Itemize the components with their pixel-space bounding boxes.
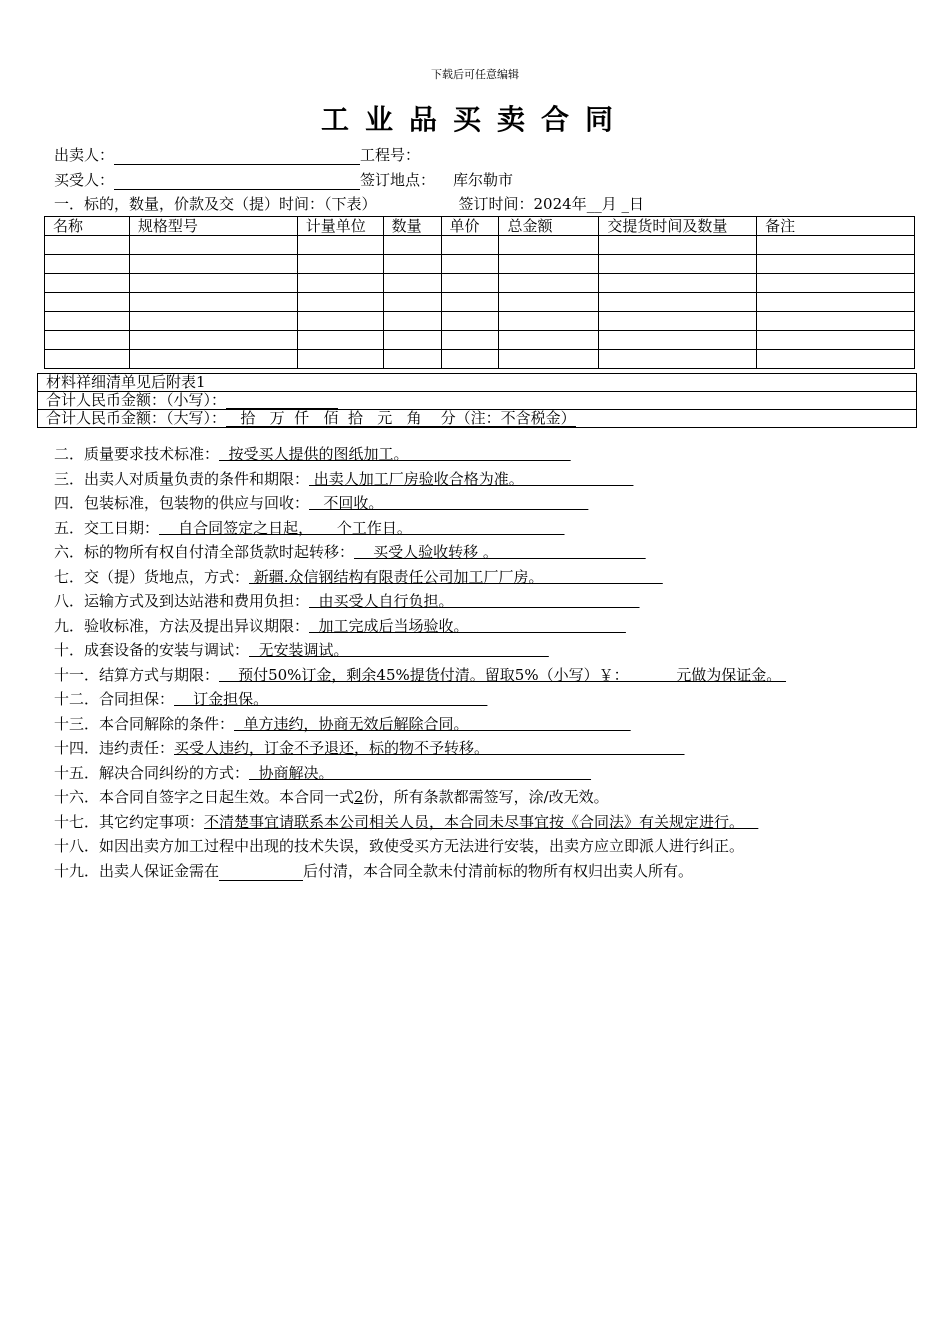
table-cell[interactable]: [297, 331, 383, 350]
col-name: 名称: [45, 217, 130, 236]
table-cell[interactable]: [383, 236, 441, 255]
clause-label: 六．标的物所有权自付清全部货款时起转移：: [54, 543, 355, 561]
clause-row: [54, 640, 786, 665]
clause-row: [54, 714, 786, 739]
clause-row: [54, 469, 786, 494]
table-cell[interactable]: [129, 331, 297, 350]
table-cell[interactable]: [383, 331, 441, 350]
table-cell[interactable]: [499, 312, 599, 331]
top-note: 下载后可任意编辑: [431, 68, 519, 81]
clause-label: 七．交（提）货地点，方式：: [54, 567, 250, 586]
buyer-field[interactable]: [114, 173, 360, 190]
clause-label: 十．成套设备的安装与调试：: [54, 641, 250, 659]
clause-label: 三．出卖人对质量负责的条件和期限：: [54, 469, 310, 488]
clause-value: 新疆.众信钢结构有限责任公司加工厂厂房。: [249, 567, 663, 586]
clause-label: 十八．如因出卖方加工过程中出现的技术失误，致使受买方无法进行安装，出卖方应立即派人进行纠正。: [54, 837, 745, 855]
table-cell[interactable]: [129, 312, 297, 331]
contract-title: 工业品买卖合同: [320, 103, 629, 136]
table-cell[interactable]: [757, 293, 915, 312]
clause-value: 加工完成后当场验收。: [309, 616, 626, 635]
goods-table: [44, 216, 915, 369]
table-cell[interactable]: [441, 350, 499, 369]
table-row: [45, 312, 915, 331]
table-cell[interactable]: [297, 255, 383, 274]
table-cell[interactable]: [599, 312, 757, 331]
clause-label: 十三．本合同解除的条件：: [54, 714, 235, 733]
clause-value: 协商解决。: [249, 763, 592, 782]
amount-summary: [37, 373, 917, 428]
clause-row: [54, 567, 786, 592]
table-cell[interactable]: [599, 350, 757, 369]
clause-label: 十五．解决合同纠纷的方式：: [54, 763, 250, 782]
total-small-field[interactable]: [226, 393, 338, 409]
buyer-label: 买受人：: [54, 171, 115, 189]
table-cell[interactable]: [45, 312, 130, 331]
clause-value: 订金担保。: [174, 690, 488, 708]
clause-blank-field[interactable]: [219, 864, 303, 881]
table-cell[interactable]: [297, 312, 383, 331]
seller-label: 出卖人：: [54, 146, 115, 164]
clause-row: [54, 518, 786, 543]
contract-clauses: [54, 444, 786, 885]
total-small-label: 合计人民币金额：（小写）：: [46, 391, 227, 409]
clause-row: [54, 542, 786, 567]
clause-row: [54, 444, 786, 469]
table-row: [45, 236, 915, 255]
clause-value: 买受人违约，订金不予退还，标的物不予转移。: [174, 739, 685, 757]
col-qty: 数量: [383, 217, 441, 236]
seller-row: [54, 145, 420, 165]
sign-time: 签订时间：2024年__月 _日: [458, 195, 644, 213]
table-cell[interactable]: [757, 274, 915, 293]
clause-row: [54, 787, 786, 812]
table-cell[interactable]: [599, 236, 757, 255]
clause-row: [54, 861, 786, 886]
clause-value: 无安装调试。: [249, 641, 549, 659]
total-small-row: [38, 391, 916, 409]
table-cell[interactable]: [129, 274, 297, 293]
total-big-value: 拾 万 仟 佰 拾 元 角 分（注：不含税金）: [226, 409, 576, 427]
clause-value: 预付50%订金，剩余45%提货付清。留取5%（小写）￥： 元做为保证金。: [219, 665, 787, 684]
clause-value: 2: [354, 788, 364, 806]
clause-row: [54, 493, 786, 518]
table-cell[interactable]: [757, 236, 915, 255]
clause-value: 按受买人提供的图纸加工。: [219, 445, 571, 463]
col-spec: 规格型号: [129, 217, 297, 236]
project-no-label: 工程号：: [360, 146, 421, 164]
clause-label: 十二．合同担保：: [54, 690, 175, 708]
clause-value: 出卖人加工厂房验收合格为准。: [309, 469, 634, 488]
table-cell[interactable]: [383, 293, 441, 312]
table-row: [45, 293, 915, 312]
clause-label: 十一．结算方式与期限：: [54, 665, 220, 684]
table-cell[interactable]: [441, 255, 499, 274]
section1-label: 一．标的，数量，价款及交（提）时间：（下表）: [54, 195, 377, 213]
sign-place-label: 签订地点：: [360, 171, 436, 189]
clause-label: 十六．本合同自签字之日起生效。本合同一式: [54, 788, 355, 806]
clause-value: 自合同签定之日起， 个工作日。: [159, 518, 565, 537]
table-cell[interactable]: [499, 236, 599, 255]
table-cell[interactable]: [441, 312, 499, 331]
table-cell[interactable]: [45, 255, 130, 274]
table-cell[interactable]: [499, 274, 599, 293]
clause-value: 单方违约，协商无效后解除合同。: [234, 714, 631, 733]
clause-row: [54, 591, 786, 616]
table-cell[interactable]: [297, 274, 383, 293]
clause-label: 二．质量要求技术标准：: [54, 445, 220, 463]
clause-value: 由买受人自行负担。: [309, 592, 640, 610]
clause-row: [54, 836, 786, 861]
table-cell[interactable]: [45, 236, 130, 255]
clause-label: 八．运输方式及到达站港和费用负担：: [54, 592, 310, 610]
table-cell[interactable]: [599, 331, 757, 350]
table-cell[interactable]: [383, 255, 441, 274]
clause-value: 不回收。: [309, 494, 589, 512]
table-cell[interactable]: [441, 331, 499, 350]
sign-place-value: 库尔勒市: [453, 171, 514, 189]
col-remark: 备注: [757, 217, 915, 236]
table-cell[interactable]: [129, 293, 297, 312]
table-cell[interactable]: [499, 331, 599, 350]
seller-field[interactable]: [114, 148, 360, 165]
clause-row: [54, 689, 786, 714]
table-row: [45, 274, 915, 293]
col-unit: 计量单位: [297, 217, 383, 236]
col-price: 单价: [441, 217, 499, 236]
table-cell[interactable]: [383, 312, 441, 331]
clause-row: [54, 738, 786, 763]
clause-label: 五．交工日期：: [54, 518, 160, 537]
clause-label: 十四．违约责任：: [54, 739, 175, 757]
section1-row: [54, 194, 644, 214]
buyer-row: [54, 170, 513, 190]
table-row: [45, 350, 915, 369]
table-cell[interactable]: [499, 255, 599, 274]
clause-value: 不清楚事宜请联系本公司相关人员，本合同未尽事宜按《合同法》有关规定进行。: [204, 812, 759, 831]
total-big-label: 合计人民币金额：（大写）：: [46, 409, 227, 427]
clause-suffix: 后付清，本合同全款未付清前标的物所有权归出卖人所有。: [303, 861, 694, 880]
table-row: [45, 331, 915, 350]
table-cell[interactable]: [45, 293, 130, 312]
clause-label: 四．包装标准，包装物的供应与回收：: [54, 494, 310, 512]
clause-label: 十七．其它约定事项：: [54, 812, 205, 831]
clause-label: 九．验收标准，方法及提出异议期限：: [54, 616, 310, 635]
table-cell[interactable]: [297, 293, 383, 312]
table-cell[interactable]: [45, 274, 130, 293]
col-delivery: 交提货时间及数量: [599, 217, 757, 236]
total-big-row: [38, 409, 916, 427]
clause-suffix: 份，所有条款都需签写，涂/改无效。: [363, 788, 609, 806]
clause-row: [54, 812, 786, 837]
table-cell[interactable]: [599, 255, 757, 274]
appendix-note: 材料祥细清单见后附表1: [46, 373, 206, 391]
clause-row: [54, 665, 786, 690]
table-cell[interactable]: [757, 312, 915, 331]
col-total: 总金额: [499, 217, 599, 236]
clause-value: 买受人验收转移 。: [354, 543, 646, 561]
table-cell[interactable]: [383, 274, 441, 293]
table-cell[interactable]: [499, 293, 599, 312]
table-cell[interactable]: [441, 293, 499, 312]
table-cell[interactable]: [757, 255, 915, 274]
table-cell[interactable]: [297, 236, 383, 255]
table-cell[interactable]: [383, 350, 441, 369]
table-header-row: [45, 217, 915, 236]
table-cell[interactable]: [45, 350, 130, 369]
table-cell[interactable]: [757, 350, 915, 369]
table-cell[interactable]: [599, 293, 757, 312]
table-cell[interactable]: [441, 236, 499, 255]
table-row: [45, 255, 915, 274]
clause-label: 十九．出卖人保证金需在: [54, 861, 220, 880]
table-cell[interactable]: [297, 350, 383, 369]
clause-row: [54, 616, 786, 641]
table-cell[interactable]: [129, 236, 297, 255]
table-cell[interactable]: [441, 274, 499, 293]
table-cell[interactable]: [757, 331, 915, 350]
table-cell[interactable]: [129, 255, 297, 274]
clause-row: [54, 763, 786, 788]
table-cell[interactable]: [599, 274, 757, 293]
table-cell[interactable]: [499, 350, 599, 369]
table-cell[interactable]: [45, 331, 130, 350]
table-cell[interactable]: [129, 350, 297, 369]
